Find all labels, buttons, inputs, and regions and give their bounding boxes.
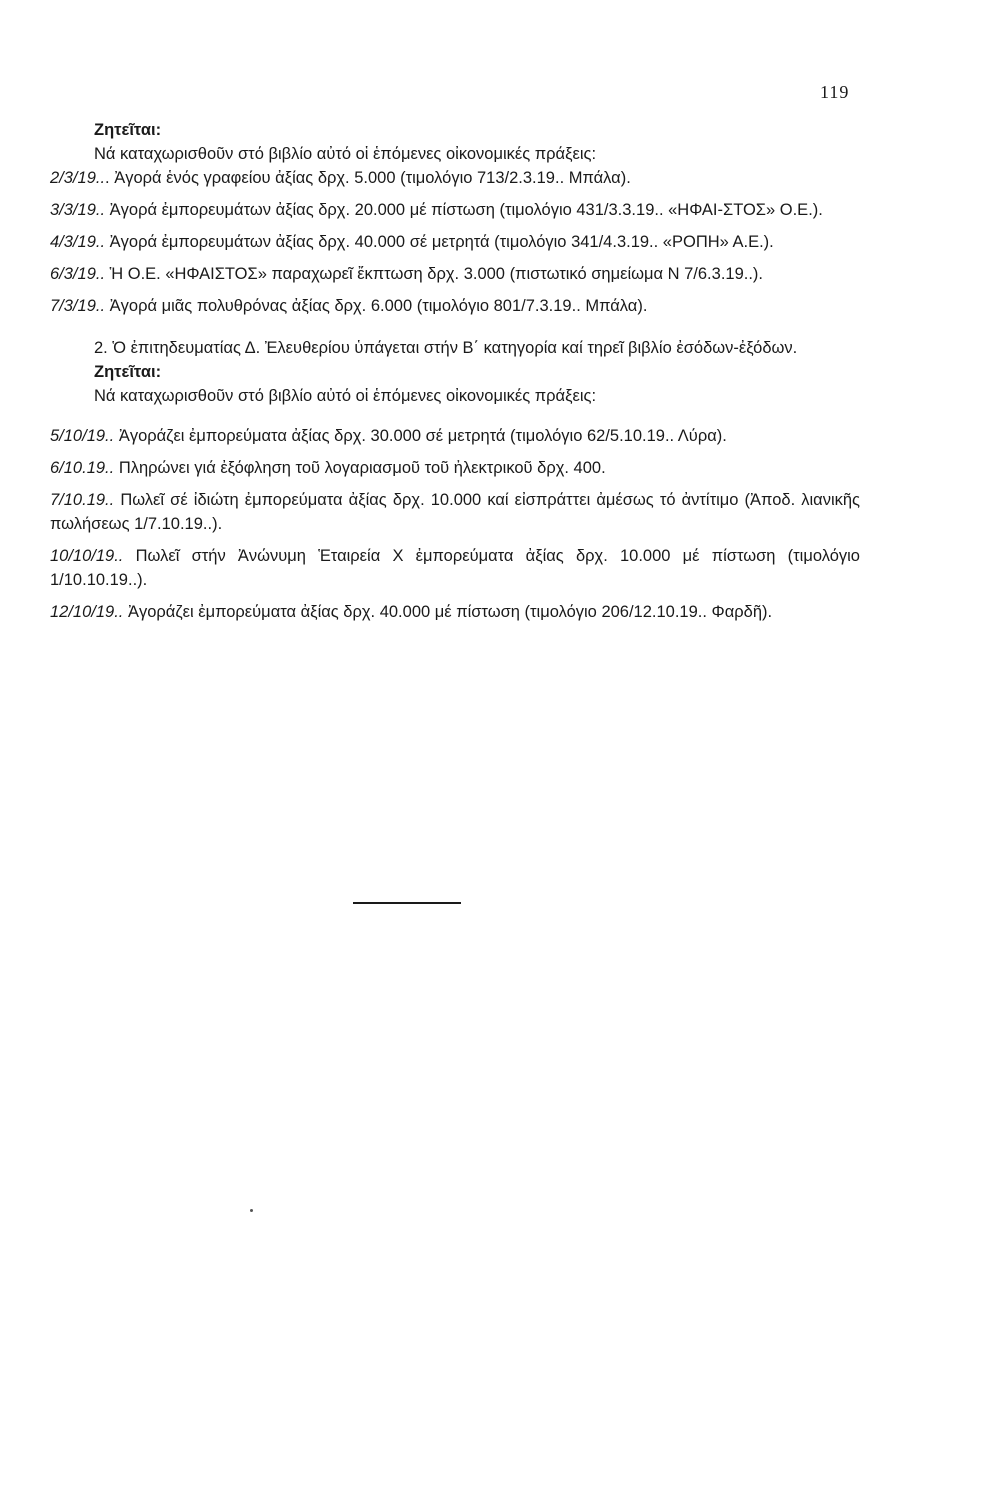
section2-heading: Ζητεῖται: bbox=[94, 363, 162, 381]
transaction-text: Ἀγορά ἐμπορευμάτων ἀξίας δρχ. 20.000 μέ πίστωση (τιμολόγιο 431/3.3.19.. «ΗΦΑΙ-ΣΤΟΣ» Ο.Ε.). bbox=[105, 201, 823, 219]
transaction-text: . Ἀγορά ἑνός γραφείου ἀξίας δρχ. 5.000 (τιμολόγιο 713/2.3.19.. Μπάλα). bbox=[105, 169, 631, 187]
transaction-text: Ἀγοράζει ἐμπορεύματα ἀξίας δρχ. 40.000 μέ πίστωση (τιμολόγιο 206/12.10.19.. Φαρδῆ). bbox=[123, 603, 773, 621]
section2-instruction: Νά καταχωρισθοῦν στό βιβλίο αὐτό οἱ ἑπόμενες οἰκονομικές πράξεις: bbox=[94, 387, 597, 405]
transaction-date: 7/3/19.. bbox=[50, 297, 106, 315]
transaction-date: 6/10.19.. bbox=[50, 459, 115, 477]
transaction-text: Ἀγοράζει ἐμπορεύματα ἀξίας δρχ. 30.000 σέ μετρητά (τιμολόγιο 62/5.10.19.. Λύρα). bbox=[114, 427, 727, 445]
transaction-date: 2/3/19.. bbox=[50, 169, 106, 187]
transaction-date: 6/3/19.. bbox=[50, 265, 106, 283]
section2-paragraph: 2. Ὁ ἐπιτηδευματίας Δ. Ἐλευθερίου ὑπάγεται στήν Β΄ κατηγορία καί τηρεῖ βιβλίο ἐσόδων-ἐξόδων. bbox=[94, 339, 798, 357]
transaction-entry bbox=[50, 456, 860, 480]
section1-heading: Ζητεῖται: bbox=[94, 121, 162, 139]
transaction-entry bbox=[50, 600, 860, 624]
transaction-text: Ἀγορά ἐμπορευμάτων ἀξίας δρχ. 40.000 σέ μετρητά (τιμολόγιο 341/4.3.19.. «ΡΟΠΗ» Α.Ε.). bbox=[105, 233, 774, 251]
page-number: 119 bbox=[820, 82, 850, 102]
transaction-entry bbox=[50, 544, 860, 592]
transaction-entry bbox=[50, 294, 860, 318]
transaction-text: Ἡ Ο.Ε. «ΗΦΑΙΣΤΟΣ» παραχωρεῖ ἔκπτωση δρχ. 3.000 (πιστωτικό σημείωμα Ν 7/6.3.19..). bbox=[105, 265, 764, 283]
transaction-date: 10/10/19.. bbox=[50, 547, 124, 565]
transaction-text: Πωλεῖ στήν Ἀνώνυμη Ἑταιρεία Χ ἐμπορεύματα ἀξίας δρχ. 10.000 μέ πίστωση (τιμολόγιο 1/10.10.19..). bbox=[50, 547, 860, 589]
transaction-text: Πληρώνει γιά ἐξόφληση τοῦ λογαριασμοῦ τοῦ ἠλεκτρικοῦ δρχ. 400. bbox=[114, 459, 606, 477]
transaction-entry bbox=[50, 230, 860, 254]
transaction-entry bbox=[50, 262, 860, 286]
transaction-entry bbox=[50, 488, 860, 536]
transaction-text: Πωλεῖ σέ ἰδιώτη ἐμπορεύματα ἀξίας δρχ. 10.000 καί εἰσπράττει ἀμέσως τό ἀντίτιμο (Ἀποδ. λιανικῆς πωλήσεως 1/7.10.19..). bbox=[50, 491, 860, 533]
transaction-date: 5/10/19.. bbox=[50, 427, 115, 445]
transaction-date: 4/3/19.. bbox=[50, 233, 106, 251]
page-body bbox=[50, 118, 860, 624]
print-speck bbox=[250, 1209, 253, 1212]
section1-instruction: Νά καταχωρισθοῦν στό βιβλίο αὐτό οἱ ἑπόμενες οἰκονομικές πράξεις: bbox=[94, 145, 597, 163]
transaction-date: 12/10/19.. bbox=[50, 603, 124, 621]
transaction-text: Ἀγορά μιᾶς πολυθρόνας ἀξίας δρχ. 6.000 (τιμολόγιο 801/7.3.19.. Μπάλα). bbox=[105, 297, 648, 315]
transaction-entry bbox=[50, 424, 860, 448]
transaction-date: 3/3/19.. bbox=[50, 201, 106, 219]
section-end-rule bbox=[353, 902, 461, 904]
transaction-entry bbox=[50, 198, 860, 222]
transaction-date: 7/10.19.. bbox=[50, 491, 115, 509]
transaction-entry bbox=[50, 166, 860, 190]
